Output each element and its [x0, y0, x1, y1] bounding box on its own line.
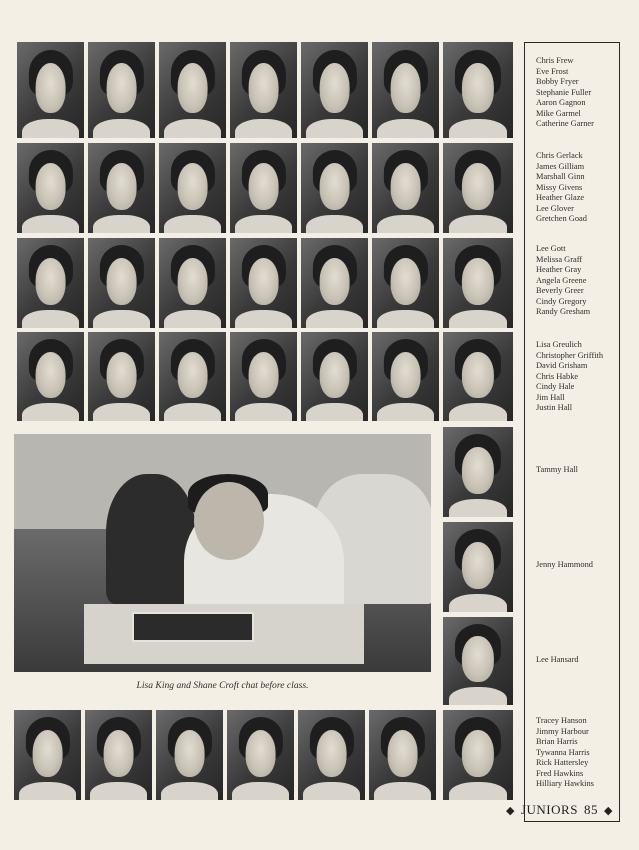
student-name: Jimmy Harbour — [536, 726, 589, 736]
student-name: David Grisham — [536, 361, 588, 370]
student-name: Jim Hall — [536, 392, 565, 402]
page-footer — [506, 802, 626, 818]
portrait — [85, 710, 152, 800]
portrait — [372, 42, 439, 138]
student-name: Missy Givens — [536, 182, 583, 192]
student-name: Beverly Greer — [536, 286, 584, 295]
student-name: Lee Gott — [536, 244, 566, 253]
student-name: Bobby Fryer — [536, 77, 579, 86]
portrait — [227, 710, 294, 800]
student-name: Jenny Hammond — [536, 560, 593, 569]
portrait — [159, 238, 226, 328]
student-name: Chris Gerlack — [536, 151, 583, 160]
name-list-row-1 — [536, 56, 626, 130]
portrait — [159, 42, 226, 138]
portrait — [230, 332, 297, 421]
student-name: Catherine Garner — [536, 119, 594, 128]
portrait — [443, 42, 513, 138]
page-number: 85 — [583, 802, 598, 817]
portrait — [372, 332, 439, 421]
student-name: Tywanna Harris — [536, 747, 590, 757]
student-name: Christopher Griffith — [536, 350, 604, 360]
student-name: Randy Gresham — [536, 307, 591, 316]
name-single-3 — [536, 655, 626, 666]
portrait — [88, 42, 155, 138]
student-name: Justin Hall — [536, 403, 573, 412]
student-name: Marshall Ginn — [536, 172, 585, 181]
diamond-icon: ◆ — [603, 804, 613, 817]
portrait — [17, 332, 84, 421]
student-name: James Gilliam — [536, 161, 585, 171]
student-name: Aaron Gagnon — [536, 98, 586, 107]
portrait — [17, 42, 84, 138]
student-name: Hilliary Hawkins — [536, 779, 594, 788]
portrait — [156, 710, 223, 800]
student-name: Lee Glover — [536, 203, 574, 213]
portrait — [443, 238, 513, 328]
name-list-row-2 — [536, 151, 626, 225]
portrait — [443, 522, 513, 612]
portrait — [443, 143, 513, 233]
student-name: Fred Hawkins — [536, 768, 584, 778]
student-name: Heather Gray — [536, 265, 582, 274]
portrait — [88, 238, 155, 328]
portrait — [14, 710, 81, 800]
student-name: Chris Habke — [536, 371, 579, 381]
student-name: Angela Greene — [536, 275, 587, 285]
student-name: Lisa Greulich — [536, 340, 582, 349]
name-single-2 — [536, 560, 626, 571]
portrait — [301, 42, 368, 138]
portrait — [301, 238, 368, 328]
portrait — [230, 238, 297, 328]
portrait — [301, 143, 368, 233]
portrait — [230, 143, 297, 233]
student-name: Stephanie Fuller — [536, 87, 592, 97]
portrait — [372, 143, 439, 233]
student-name: Melissa Graff — [536, 254, 583, 264]
portrait — [443, 617, 513, 705]
name-list-row-4 — [536, 340, 626, 414]
portrait — [17, 143, 84, 233]
portrait — [443, 710, 513, 800]
student-name: Cindy Gregory — [536, 296, 587, 306]
portrait — [159, 143, 226, 233]
portrait — [88, 332, 155, 421]
portrait — [88, 143, 155, 233]
student-name: Heather Glaze — [536, 193, 585, 202]
student-name: Tracey Hanson — [536, 716, 587, 725]
portrait — [298, 710, 365, 800]
portrait — [443, 427, 513, 517]
name-single-1 — [536, 465, 626, 476]
portrait — [372, 238, 439, 328]
student-name: Lee Hansard — [536, 655, 579, 664]
candid-classroom-photo — [14, 434, 431, 672]
portrait — [230, 42, 297, 138]
student-name: Rick Hattersley — [536, 758, 589, 767]
portrait — [443, 332, 513, 421]
photo-caption: Lisa King and Shane Croft chat before class. — [136, 680, 309, 691]
student-name: Eve Frost — [536, 66, 569, 76]
section-title: JUNIORS — [520, 802, 578, 817]
student-name: Brian Harris — [536, 737, 578, 746]
diamond-icon: ◆ — [506, 804, 515, 817]
student-name: Gretchen Goad — [536, 214, 587, 223]
student-name: Cindy Hale — [536, 382, 575, 391]
portrait — [17, 238, 84, 328]
name-list-row-5 — [536, 716, 626, 790]
name-list-row-3 — [536, 244, 626, 318]
portrait — [159, 332, 226, 421]
student-name: Mike Garmel — [536, 108, 581, 118]
student-name: Tammy Hall — [536, 465, 578, 474]
student-name: Chris Frew — [536, 56, 574, 65]
portrait — [369, 710, 436, 800]
portrait — [301, 332, 368, 421]
